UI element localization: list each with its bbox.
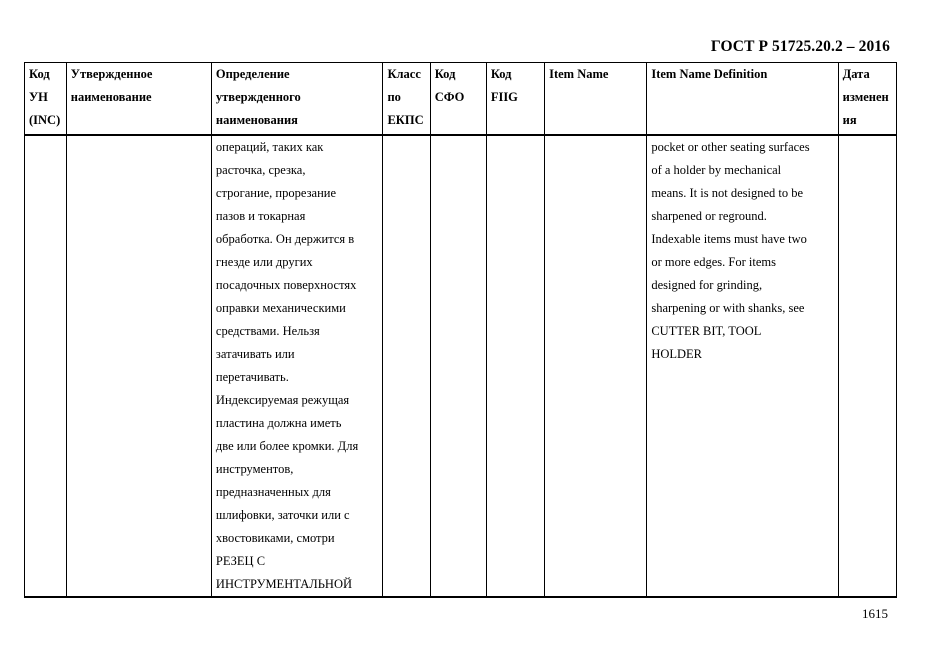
cell-item-name [545,135,647,597]
column-header-line: по [387,90,401,104]
column-header-item-name-definition [647,63,838,136]
column-header-line: СФО [434,90,465,104]
column-header-line: Код [490,67,512,81]
column-header-line: Дата [842,67,870,81]
cell-ekps [383,135,430,597]
cell-text-line: CUTTER BIT, TOOL [651,324,762,338]
cell-text-line: pocket or other seating surfaces [651,140,810,154]
cell-text-line: шлифовки, заточки или с [215,508,350,522]
column-header-definition [211,63,383,136]
column-header-line: ия [842,113,857,127]
column-header-line: УН [29,90,48,104]
column-header-ekps [383,63,430,136]
column-header-fiig [486,63,544,136]
cell-text-line: of a holder by mechanical [651,163,782,177]
column-header-line: наименование [70,90,152,104]
column-header-approved-name [66,63,211,136]
column-header-line: Код [29,67,50,81]
cell-text-line: designed for grinding, [651,278,763,292]
cell-text-line: гнезде или других [215,255,313,269]
cell-date-changed [838,135,896,597]
cell-text-line: пластина должна иметь [215,416,342,430]
cell-text-line: предназначенных для [215,485,331,499]
cell-sfo [430,135,486,597]
cell-text-line: пазов и токарная [215,209,306,223]
column-header-line: FIIG [490,90,518,104]
column-header-line: утвержденного [215,90,301,104]
column-header-line: изменен [842,90,889,104]
table-header-row [25,63,897,136]
cell-text-line: инструментов, [215,462,294,476]
cell-definition [211,135,383,597]
column-header-item-name [545,63,647,136]
cell-text-line: Индексируемая режущая [215,393,350,407]
column-header-line: Код [434,67,456,81]
cell-text-line: HOLDER [651,347,703,361]
cell-item-name-definition [647,135,838,597]
column-header-date-changed [838,63,896,136]
cell-text-line: операций, таких как [215,140,324,154]
cell-text-line: средствами. Нельзя [215,324,320,338]
cell-fiig [486,135,544,597]
column-header-line: Определение [215,67,290,81]
page-number: 1615 [862,606,888,621]
column-header-line: Класс [387,67,421,81]
cell-text-line: перетачивать. [215,370,289,384]
cell-text-line: sharpened or reground. [651,209,767,223]
column-header-line: ЕКПС [387,113,424,127]
catalog-table [24,62,897,598]
cell-text-line: or more edges. For items [651,255,776,269]
column-header-inc [25,63,67,136]
cell-text-line: посадочных поверхностях [215,278,357,292]
cell-text-line: РЕЗЕЦ С [215,554,266,568]
cell-text-line: ИНСТРУМЕНТАЛЬНОЙ [215,577,352,591]
cell-text-line: затачивать или [215,347,295,361]
document-standard-header: ГОСТ Р 51725.20.2 – 2016 [710,38,890,55]
cell-approved-name [66,135,211,597]
column-header-line: Утвержденное [70,67,153,81]
cell-text-line: строгание, прорезание [215,186,336,200]
cell-inc [25,135,67,597]
column-header-line: наименования [215,113,298,127]
column-header-line: Item Name [549,67,609,81]
cell-text-line: две или более кромки. Для [215,439,359,453]
cell-text-line: Indexable items must have two [651,232,807,246]
column-header-sfo [430,63,486,136]
cell-text-line: обработка. Он держится в [215,232,355,246]
cell-text-line: расточка, срезка, [215,163,306,177]
column-header-line: Item Name Definition [651,67,768,81]
cell-text-line: sharpening or with shanks, see [651,301,805,315]
column-header-line: (INC) [29,113,61,127]
table-row [25,135,897,597]
cell-text-line: means. It is not designed to be [651,186,804,200]
cell-text-line: оправки механическими [215,301,346,315]
cell-text-line: хвостовиками, смотри [215,531,335,545]
